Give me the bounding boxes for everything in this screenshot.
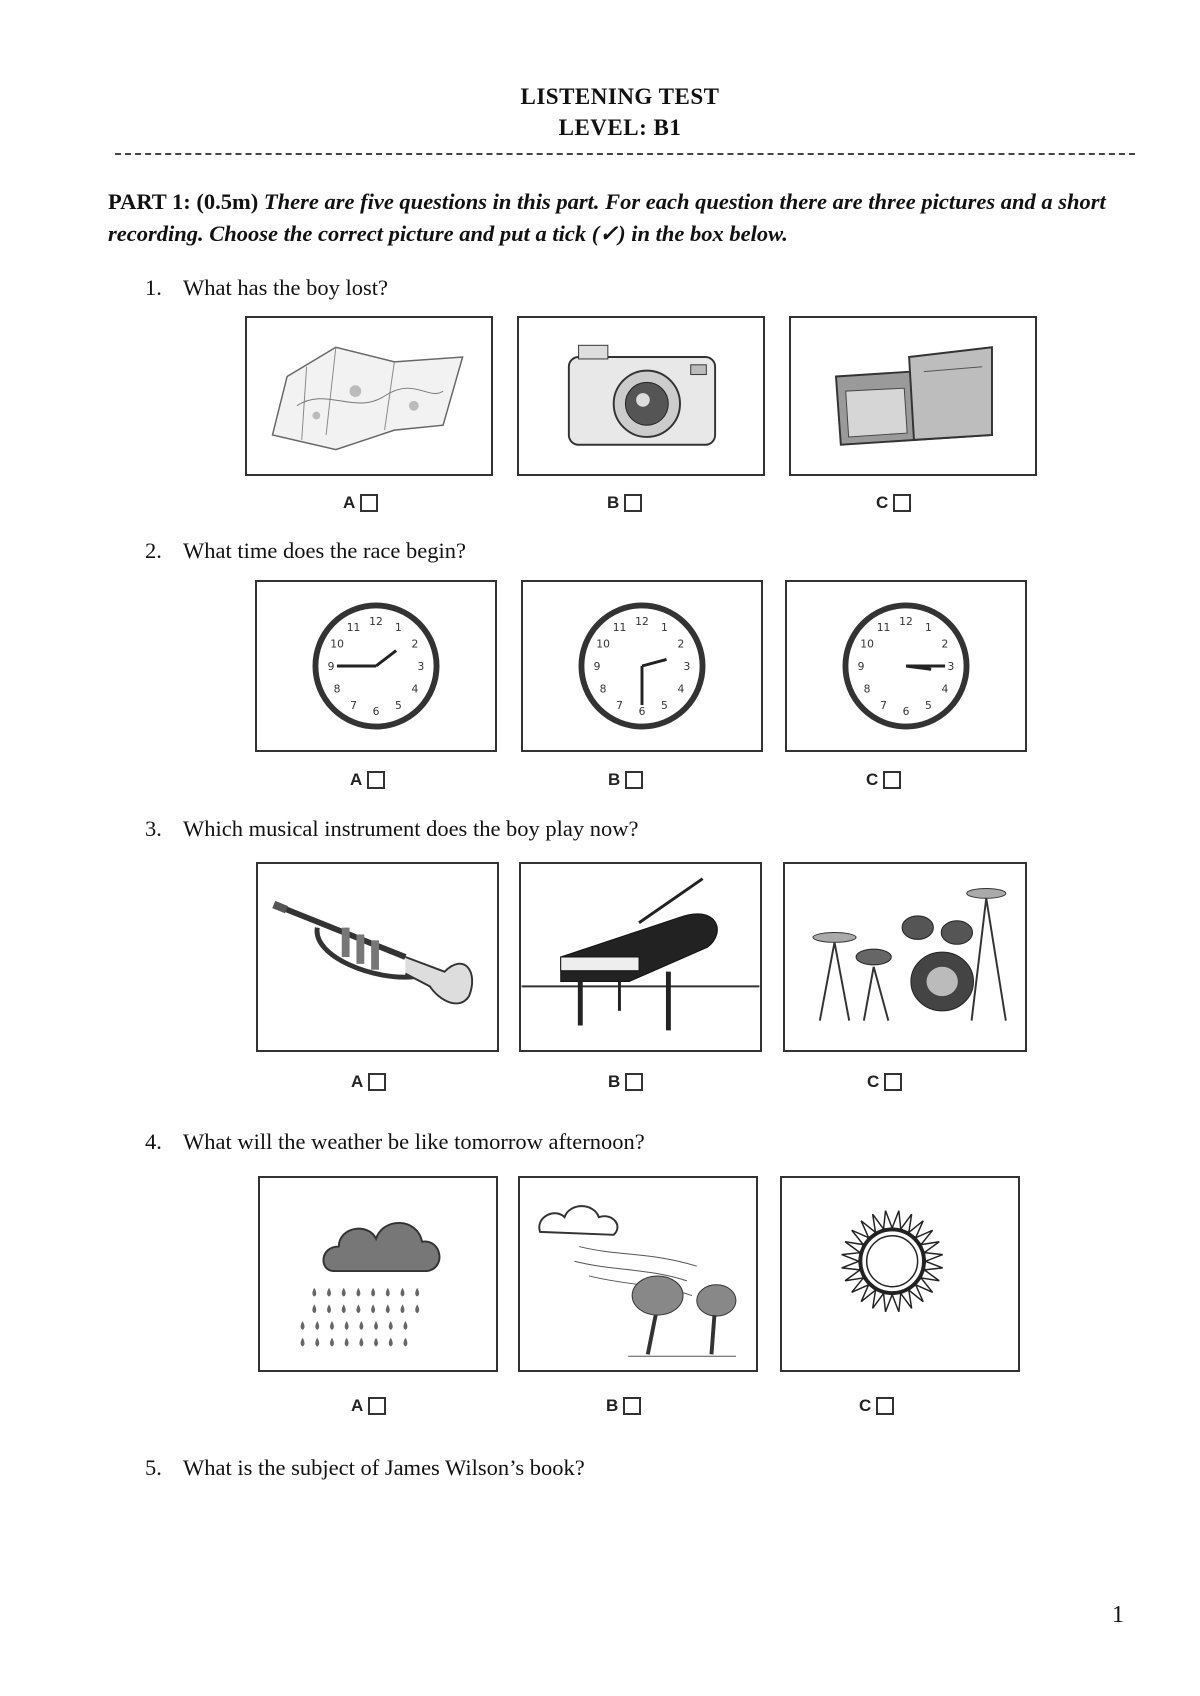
rain-picture xyxy=(258,1176,498,1372)
option-a-q4[interactable] xyxy=(351,1396,386,1416)
svg-text:5: 5 xyxy=(661,698,668,712)
svg-text:11: 11 xyxy=(612,620,627,634)
svg-text:7: 7 xyxy=(350,698,357,712)
wallet-picture xyxy=(789,316,1037,476)
svg-text:9: 9 xyxy=(593,659,601,673)
wind-icon xyxy=(520,1178,756,1370)
svg-text:8: 8 xyxy=(333,682,341,696)
answer-checkbox[interactable] xyxy=(876,1397,894,1415)
option-c-q4[interactable] xyxy=(859,1396,894,1416)
svg-text:8: 8 xyxy=(863,682,871,696)
answer-checkbox[interactable] xyxy=(360,494,378,512)
svg-text:7: 7 xyxy=(616,698,623,712)
svg-text:10: 10 xyxy=(860,637,874,651)
option-letter: A xyxy=(351,1396,364,1415)
drums-icon xyxy=(785,864,1025,1050)
answer-checkbox[interactable] xyxy=(367,771,385,789)
svg-text:5: 5 xyxy=(925,698,932,712)
rain-cloud-icon xyxy=(260,1178,496,1370)
svg-text:4: 4 xyxy=(941,682,949,696)
svg-text:3: 3 xyxy=(417,659,425,673)
drums-picture xyxy=(783,862,1027,1052)
svg-text:3: 3 xyxy=(947,659,955,673)
map-picture xyxy=(245,316,493,476)
question-number: 5. xyxy=(145,1455,162,1480)
svg-text:9: 9 xyxy=(327,659,335,673)
instruction-text: There are five questions in this part. For each question there are three pictures and a short recording. Choose the correct picture and put a tick (✓) in the box below. xyxy=(108,189,1106,246)
svg-text:5: 5 xyxy=(395,698,402,712)
piano-icon xyxy=(521,864,760,1050)
svg-text:4: 4 xyxy=(677,682,685,696)
svg-text:1: 1 xyxy=(925,620,932,634)
svg-text:6: 6 xyxy=(372,704,380,718)
piano-picture xyxy=(519,862,762,1052)
map-icon xyxy=(247,318,491,474)
option-letter: C xyxy=(876,493,889,512)
page-title: LISTENING TEST xyxy=(520,84,720,109)
svg-text:1: 1 xyxy=(661,620,668,634)
answer-checkbox[interactable] xyxy=(884,1073,902,1091)
option-letter: C xyxy=(867,1072,880,1091)
answer-checkbox[interactable] xyxy=(624,494,642,512)
question-5 xyxy=(145,1455,585,1481)
camera-picture xyxy=(517,316,765,476)
svg-text:2: 2 xyxy=(677,637,685,651)
svg-text:12: 12 xyxy=(899,614,913,628)
svg-text:1: 1 xyxy=(395,620,402,634)
option-c-q2[interactable] xyxy=(866,770,901,790)
svg-text:8: 8 xyxy=(599,682,607,696)
clock-icon xyxy=(257,582,495,750)
option-letter: C xyxy=(866,770,879,789)
wind-picture xyxy=(518,1176,758,1372)
svg-text:12: 12 xyxy=(635,614,649,628)
option-letter: A xyxy=(350,770,363,789)
answer-checkbox[interactable] xyxy=(625,771,643,789)
answer-checkbox[interactable] xyxy=(623,1397,641,1415)
option-a-q2[interactable] xyxy=(350,770,385,790)
svg-text:4: 4 xyxy=(411,682,419,696)
answer-checkbox[interactable] xyxy=(625,1073,643,1091)
svg-text:6: 6 xyxy=(638,704,646,718)
clock-icon xyxy=(787,582,1025,750)
answer-checkbox[interactable] xyxy=(893,494,911,512)
page-number: 1 xyxy=(1112,1602,1124,1628)
option-letter: B xyxy=(606,1396,619,1415)
option-c-q1[interactable] xyxy=(876,493,911,513)
sun-picture xyxy=(780,1176,1020,1372)
option-a-q3[interactable] xyxy=(351,1072,386,1092)
option-b-q3[interactable] xyxy=(608,1072,643,1092)
sun-icon xyxy=(782,1178,1018,1370)
answer-checkbox[interactable] xyxy=(883,771,901,789)
question-number: 4. xyxy=(145,1129,162,1154)
option-letter: A xyxy=(343,493,356,512)
svg-text:2: 2 xyxy=(941,637,949,651)
svg-text:11: 11 xyxy=(876,620,891,634)
option-b-q1[interactable] xyxy=(607,493,642,513)
svg-text:10: 10 xyxy=(596,637,610,651)
option-letter: A xyxy=(351,1072,364,1091)
svg-text:6: 6 xyxy=(902,704,910,718)
option-a-q1[interactable] xyxy=(343,493,378,513)
question-number: 2. xyxy=(145,538,162,563)
trumpet-icon xyxy=(258,864,497,1050)
trumpet-picture xyxy=(256,862,499,1052)
svg-text:10: 10 xyxy=(330,637,344,651)
option-letter: B xyxy=(607,493,620,512)
option-letter: C xyxy=(859,1396,872,1415)
svg-text:2: 2 xyxy=(411,637,419,651)
svg-text:12: 12 xyxy=(369,614,383,628)
question-text: What has the boy lost? xyxy=(183,275,388,300)
question-2 xyxy=(145,538,466,564)
option-b-q4[interactable] xyxy=(606,1396,641,1416)
question-4 xyxy=(145,1129,645,1155)
question-number: 3. xyxy=(145,816,162,841)
option-b-q2[interactable] xyxy=(608,770,643,790)
option-letter: B xyxy=(608,770,621,789)
answer-checkbox[interactable] xyxy=(368,1397,386,1415)
question-number: 1. xyxy=(145,275,162,300)
camera-icon xyxy=(519,318,763,474)
question-text: What time does the race begin? xyxy=(183,538,466,563)
wallet-icon xyxy=(791,318,1035,474)
clock-picture-b xyxy=(521,580,763,752)
question-text: Which musical instrument does the boy play now? xyxy=(183,816,639,841)
svg-text:7: 7 xyxy=(880,698,887,712)
dashed-divider xyxy=(115,153,1135,155)
clock-picture-c xyxy=(785,580,1027,752)
part-instructions xyxy=(108,186,1138,250)
question-1 xyxy=(145,275,388,301)
question-text: What will the weather be like tomorrow afternoon? xyxy=(183,1129,645,1154)
clock-picture-a xyxy=(255,580,497,752)
question-text: What is the subject of James Wilson’s book? xyxy=(183,1455,585,1480)
option-letter: B xyxy=(608,1072,621,1091)
level-label: LEVEL: B1 xyxy=(558,115,682,140)
clock-icon xyxy=(523,582,761,750)
svg-text:9: 9 xyxy=(857,659,865,673)
option-c-q3[interactable] xyxy=(867,1072,902,1092)
question-3 xyxy=(145,816,639,842)
answer-checkbox[interactable] xyxy=(368,1073,386,1091)
svg-text:3: 3 xyxy=(683,659,691,673)
part-label: PART 1: (0.5m) xyxy=(108,189,259,214)
svg-text:11: 11 xyxy=(346,620,361,634)
